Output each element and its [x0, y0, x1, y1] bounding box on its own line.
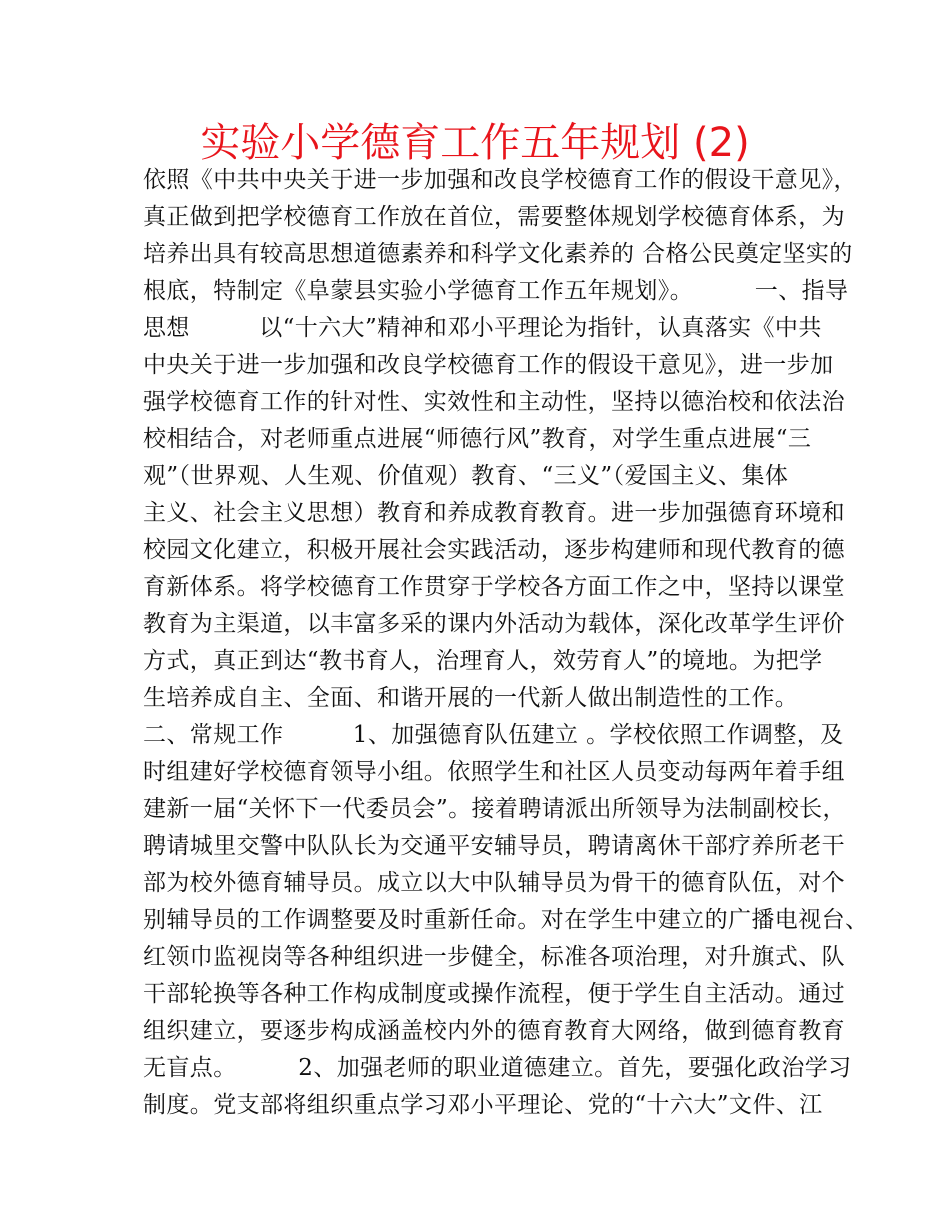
body-line: 思想 以“十六大”精神和邓小平理论为指针，认真落实《中共 [143, 315, 822, 341]
body-line: 别辅导员的工作调整要及时重新任命。对在学生中建立的广播电视台、 [143, 907, 869, 933]
body-line: 教育为主渠道，以丰富多采的课内外活动为载体，深化改革学生评价 [143, 611, 845, 637]
body-line: 中央关于进一步加强和改良学校德育工作的假设干意见》，进一步加 [143, 352, 834, 378]
body-line: 培养出具有较高思想道德素养和科学文化素养的 合格公民奠定坚实的 [143, 241, 853, 267]
body-line: 制度。党支部将组织重点学习邓小平理论、党的“十六大”文件、江 [143, 1092, 823, 1118]
document-title: 实验小学德育工作五年规划 (2) [200, 120, 750, 166]
body-line: 部为校外德育辅导员。成立以大中队辅导员为骨干的德育队伍，对个 [143, 870, 845, 896]
body-line: 方式，真正到达“教书育人，治理育人，效劳育人”的境地。为把学 [143, 648, 823, 674]
body-line: 校园文化建立，积极开展社会实践活动，逐步构建师和现代教育的德 [143, 537, 845, 563]
body-line: 根底，特制定《阜蒙县实验小学德育工作五年规划》。 一、指导 [143, 278, 849, 304]
body-line: 依照《中共中央关于进一步加强和改良学校德育工作的假设干意见》， [143, 167, 857, 193]
body-line: 育新体系。将学校德育工作贯穿于学校各方面工作之中，坚持以课堂 [143, 574, 845, 600]
body-line: 无盲点。 2、加强老师的职业道德建立。首先，要强化政治学习 [143, 1055, 852, 1081]
body-line: 生培养成自主、全面、和谐开展的一代新人做出制造性的工作。 [143, 685, 799, 711]
body-line: 校相结合，对老师重点进展“师德行风”教育，对学生重点进展“三 [143, 426, 812, 452]
body-line: 观”（世界观、人生观、价值观）教育、“三义”（爱国主义、集体 [143, 463, 789, 489]
body-line: 红领巾监视岗等各种组织进一步健全，标准各项治理，对升旗式、队 [143, 944, 845, 970]
body-line: 真正做到把学校德育工作放在首位，需要整体规划学校德育体系，为 [143, 204, 845, 230]
body-line: 建新一届“关怀下一代委员会”。接着聘请派出所领导为法制副校长， [143, 796, 846, 822]
body-line: 强学校德育工作的针对性、实效性和主动性，坚持以德治校和依法治 [143, 389, 845, 415]
body-line: 干部轮换等各种工作构成制度或操作流程，便于学生自主活动。通过 [143, 981, 845, 1007]
body-line: 主义、社会主义思想）教育和养成教育教育。进一步加强德育环境和 [143, 500, 845, 526]
document-body [143, 162, 869, 1124]
body-line: 时组建好学校德育领导小组。依照学生和社区人员变动每两年着手组 [143, 759, 845, 785]
body-line: 二、常规工作 1、加强德育队伍建立 。学校依照工作调整，及 [143, 722, 844, 748]
body-line: 组织建立，要逐步构成涵盖校内外的德育教育大网络，做到德育教育 [143, 1018, 845, 1044]
body-line: 聘请城里交警中队队长为交通平安辅导员，聘请离休干部疗养所老干 [143, 833, 845, 859]
